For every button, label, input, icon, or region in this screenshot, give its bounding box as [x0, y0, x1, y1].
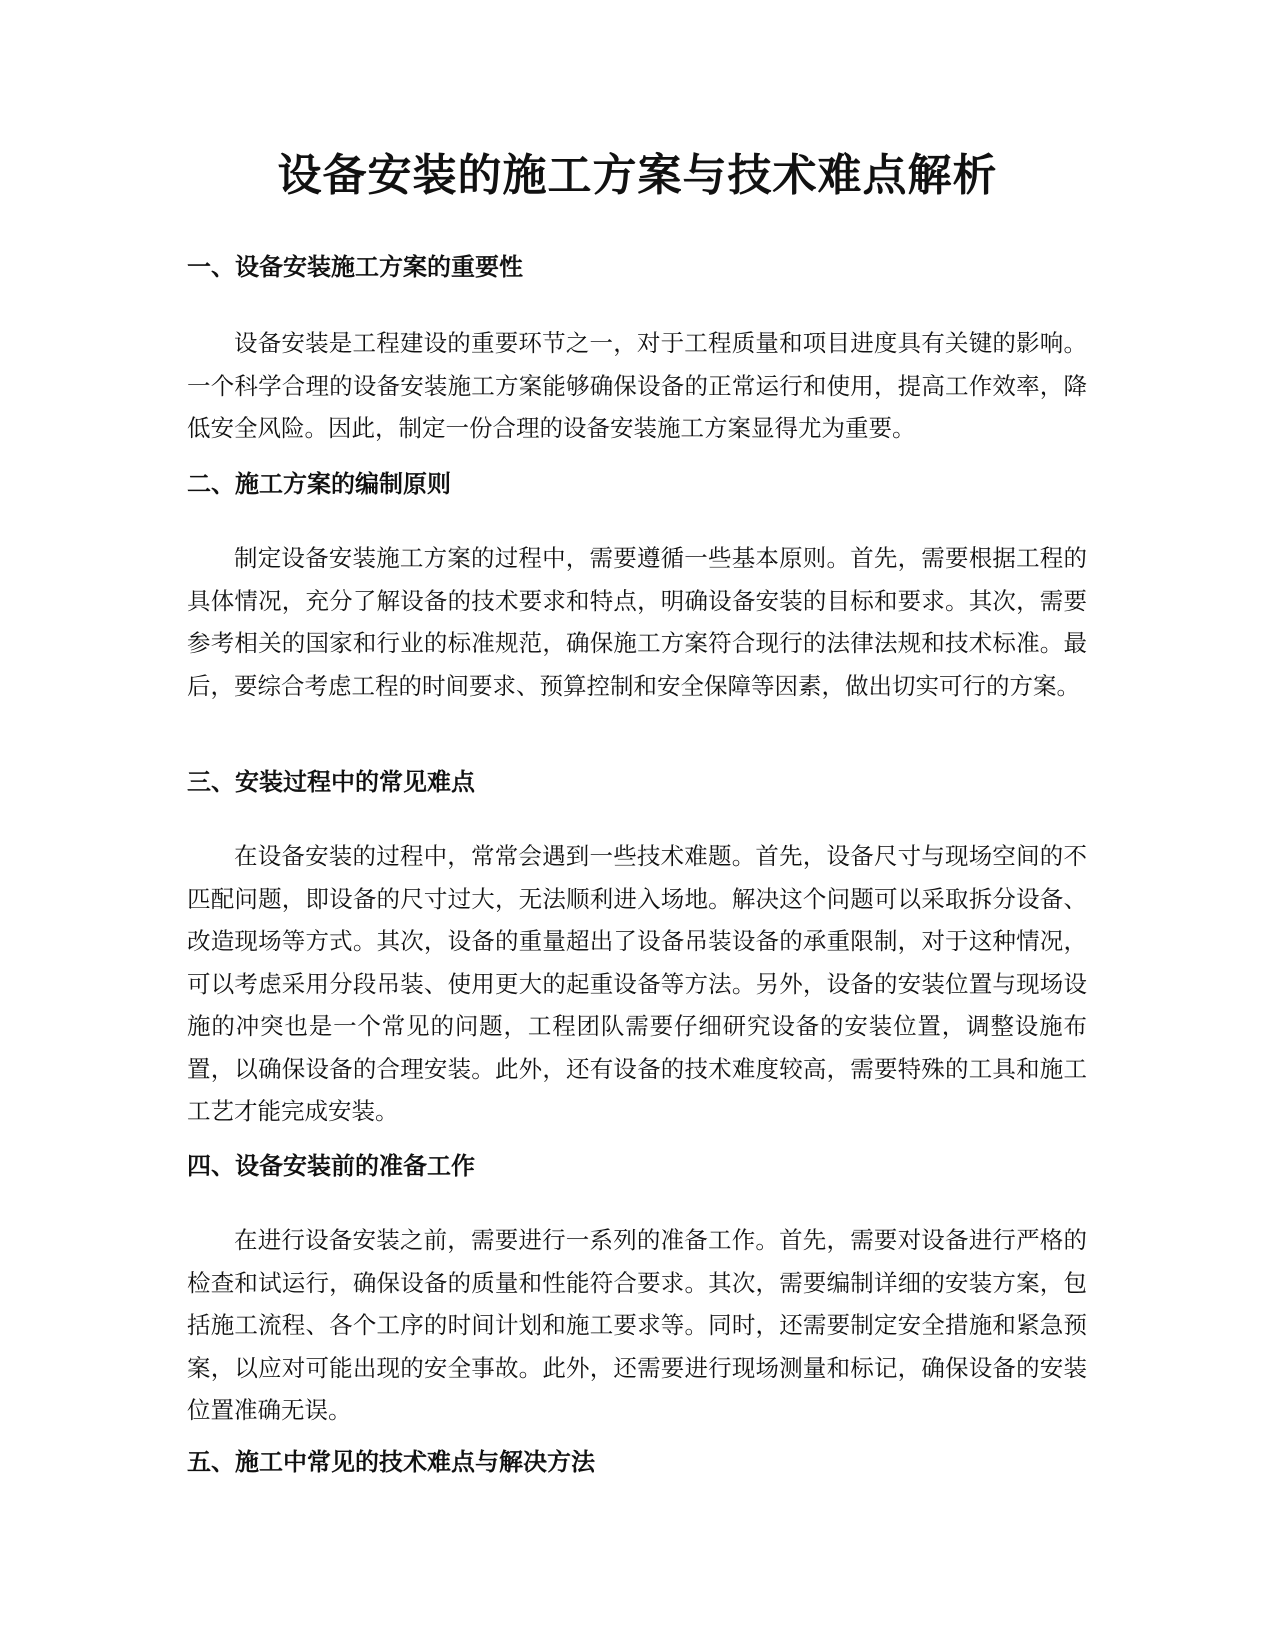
section-heading: 三、安装过程中的常见难点 [187, 768, 475, 796]
section-common-difficulties [187, 765, 1087, 1133]
section-heading: 二、施工方案的编制原则 [187, 470, 451, 498]
section-paragraph: 设备安装是工程建设的重要环节之一，对于工程质量和项目进度具有关键的影响。一个科学合理的设备安装施工方案能够确保设备的正常运行和使用，提高工作效率，降低安全风险。因此，制定一份合理的设备安装施工方案显得尤为重要。 [187, 329, 1087, 442]
document-title: 设备安装的施工方案与技术难点解析 [277, 150, 998, 201]
section-principles [187, 467, 1087, 707]
section-heading: 一、设备安装施工方案的重要性 [187, 253, 523, 281]
section-paragraph: 在设备安装的过程中，常常会遇到一些技术难题。首先，设备尺寸与现场空间的不匹配问题，即设备的尺寸过大，无法顺利进入场地。解决这个问题可以采取拆分设备、改造现场等方式。其次，设备的重量超出了设备吊装设备的承重限制，对于这种情况，可以考虑采用分段吊装、使用更大的起重设备等方法。另外，设备的安装位置与现场设施的冲突也是一个常见的问题，工程团队需要仔细研究设备的安装位置，调整设施布置，以确保设备的合理安装。此外，还有设备的技术难度较高，需要特殊的工具和施工工艺才能完成安装。 [187, 842, 1087, 1125]
section-importance [187, 250, 1087, 450]
section-preparation [187, 1149, 1087, 1432]
section-heading: 四、设备安装前的准备工作 [187, 1152, 475, 1180]
section-technical-difficulties [187, 1445, 1087, 1479]
section-paragraph: 在进行设备安装之前，需要进行一系列的准备工作。首先，需要对设备进行严格的检查和试运行，确保设备的质量和性能符合要求。其次，需要编制详细的安装方案，包括施工流程、各个工序的时间计划和施工要求等。同时，还需要制定安全措施和紧急预案，以应对可能出现的安全事故。此外，还需要进行现场测量和标记，确保设备的安装位置准确无误。 [187, 1226, 1087, 1424]
section-paragraph: 制定设备安装施工方案的过程中，需要遵循一些基本原则。首先，需要根据工程的具体情况，充分了解设备的技术要求和特点，明确设备安装的目标和要求。其次，需要参考相关的国家和行业的标准规范，确保施工方案符合现行的法律法规和技术标准。最后，要综合考虑工程的时间要求、预算控制和安全保障等因素，做出切实可行的方案。 [187, 544, 1087, 700]
section-heading: 五、施工中常见的技术难点与解决方法 [187, 1448, 595, 1476]
